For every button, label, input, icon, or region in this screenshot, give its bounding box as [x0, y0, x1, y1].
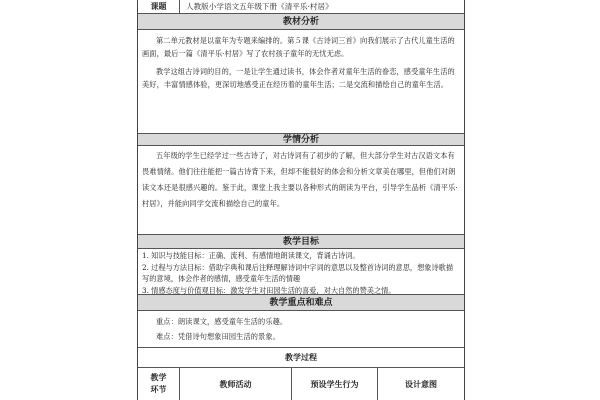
- objectives-heading: 教学目标: [138, 235, 464, 249]
- objective-item-2: 2. 过程与方法目标：借助字典和课后注释理解诗词中字词的意思以及整首诗词的意思，想象诗歌描写的意境，体会作者的感情，感受童年生活的情趣: [142, 263, 454, 283]
- lesson-plan-table: [137, 0, 465, 400]
- material-analysis-body: [138, 30, 464, 134]
- title-row: [138, 0, 464, 14]
- material-analysis-heading: 教材分析: [138, 14, 464, 30]
- key-points-body: [138, 311, 464, 348]
- topic-label: 课题: [138, 0, 180, 14]
- lesson-title: 人教版小学语文五年级下册《清平乐·村居》: [186, 2, 333, 11]
- process-heading: 教学过程: [285, 353, 317, 362]
- key-point-difficulty: 难点：凭借诗句想象田园生活的景象。: [156, 332, 280, 341]
- objectives-body: [138, 249, 464, 295]
- process-heading-row: [138, 348, 464, 368]
- student-paragraph: 五年级的学生已经学过一些古诗了，对古诗词有了初步的了解，但大部分学生对古汉语文本有畏难情绪。他们往往能把一篇古诗背下来，但却不能很好的体会和分析文章美在哪里，但他们对朗读文本还是很感兴趣的。鉴于此，课堂上我主要以各种形式的朗读为平台，引导学生品析《清平乐·村居》，并能向同学交流和描绘自己的童年。: [142, 151, 458, 208]
- objective-item-3: 3. 情感态度与价值观目标：激发学生对田园生活的喜爱，对大自然的赞美之情。: [142, 286, 396, 295]
- column-intent: 设计意图: [405, 379, 437, 389]
- material-paragraph-2: 教学这组古诗词的目的，一是让学生通过读书，体会作者对童年生活的眷恋，感受童年生活的美好，丰富情感体验，更深切地感受正在经历着的童年生活；二是交流和描绘自己的童年生活。: [142, 66, 455, 90]
- key-points-heading: 教学重点和难点: [138, 295, 464, 311]
- student-analysis-body: [138, 146, 464, 235]
- column-student: 预设学生行为: [292, 368, 378, 400]
- key-point-focus: 重点：朗读课文，感受童年生活的乐趣。: [156, 317, 288, 326]
- process-columns-row: [138, 368, 464, 400]
- column-teacher: 教师活动: [180, 368, 292, 400]
- objective-item-1: 1. 知识与技能目标：正确、流利、有感情地朗读课文，背诵古诗词。: [142, 251, 360, 260]
- student-analysis-heading: 学情分析: [138, 134, 464, 146]
- material-paragraph-1: 第二单元教材是以童年为专题来编排的。第５课《古诗词三首》向我们展示了古代儿童生活的画面，最后一篇《清平乐·村居》写了农村孩子童年的无忧无虑。: [142, 36, 455, 59]
- column-stage-label: 教学环节: [150, 373, 167, 394]
- column-stage: [138, 368, 180, 400]
